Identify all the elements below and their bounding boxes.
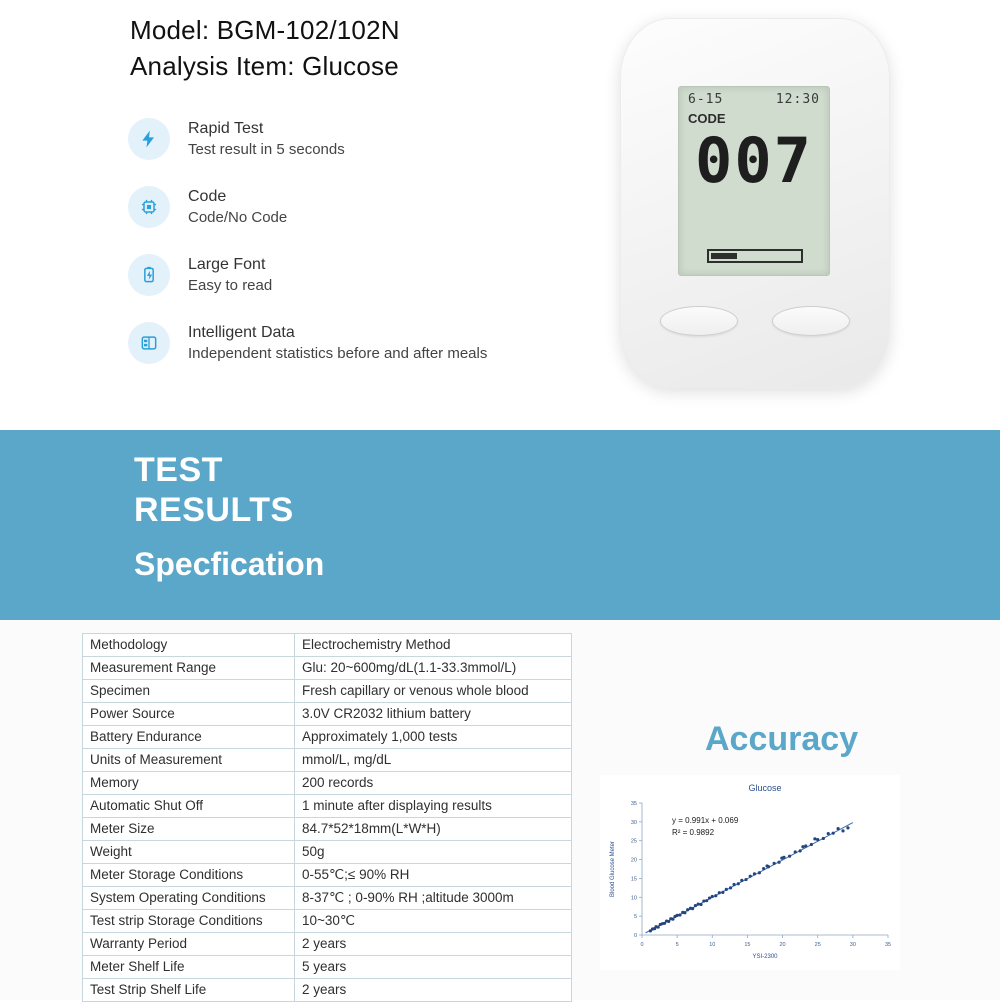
banner-text: [134, 450, 324, 586]
svg-text:5: 5: [633, 914, 637, 921]
spec-key: Automatic Shut Off: [83, 795, 295, 818]
table-row: [83, 680, 572, 703]
spec-value: 200 records: [295, 772, 572, 795]
analysis-item-value: Glucose: [302, 51, 399, 81]
device-button-row: [660, 306, 850, 336]
accuracy-heading: Accuracy: [705, 720, 859, 758]
lcd-code-label: CODE: [688, 111, 726, 126]
feature-title: Code: [188, 188, 227, 205]
spec-value: Fresh capillary or venous whole blood: [295, 680, 572, 703]
analysis-item-line: [130, 48, 400, 84]
spec-value: 10~30℃: [295, 910, 572, 933]
svg-text:10: 10: [709, 942, 716, 948]
svg-text:15: 15: [630, 876, 637, 883]
svg-text:0: 0: [640, 942, 644, 948]
lcd-time: 12:30: [775, 92, 820, 107]
table-row: [83, 795, 572, 818]
feature-item: [128, 322, 598, 364]
specification-table: [82, 633, 572, 1002]
spec-key: Memory: [83, 772, 295, 795]
banner-line-1: TEST: [134, 451, 223, 489]
svg-text:YSI-2300: YSI-2300: [752, 954, 778, 960]
spec-key: Meter Storage Conditions: [83, 864, 295, 887]
specification-table-wrapper: [82, 633, 572, 1002]
spec-value: 8-37℃ ; 0-90% RH ;altitude 3000m: [295, 887, 572, 910]
table-row: [83, 772, 572, 795]
spec-value: Approximately 1,000 tests: [295, 726, 572, 749]
test-results-banner: [0, 430, 1000, 620]
feature-text: [188, 322, 487, 364]
feature-desc: Easy to read: [188, 277, 273, 294]
feature-list: [128, 118, 598, 390]
table-row: [83, 933, 572, 956]
feature-desc: Test result in 5 seconds: [188, 141, 345, 158]
feature-item: [128, 254, 598, 296]
table-row: [83, 818, 572, 841]
spec-key: Test Strip Shelf Life: [83, 979, 295, 1002]
lcd-reading: 007: [695, 124, 813, 197]
spec-value: 2 years: [295, 979, 572, 1002]
accuracy-scatter-chart: [600, 775, 900, 970]
spec-value: 1 minute after displaying results: [295, 795, 572, 818]
feature-text: [188, 254, 272, 296]
chip-icon: [128, 186, 170, 228]
table-row: [83, 726, 572, 749]
spec-value: Electrochemistry Method: [295, 634, 572, 657]
model-value: BGM-102/102N: [216, 15, 400, 45]
spec-key: Meter Size: [83, 818, 295, 841]
feature-title: Rapid Test: [188, 120, 264, 137]
battery-font-icon: [128, 254, 170, 296]
spec-key: Measurement Range: [83, 657, 295, 680]
svg-text:5: 5: [675, 942, 679, 948]
table-row: [83, 910, 572, 933]
feature-title: Intelligent Data: [188, 324, 295, 341]
top-section: [0, 0, 1000, 430]
spec-value: 3.0V CR2032 lithium battery: [295, 703, 572, 726]
svg-text:30: 30: [849, 942, 856, 948]
feature-text: [188, 186, 287, 228]
title-block: [130, 12, 400, 84]
feature-title: Large Font: [188, 256, 266, 273]
bolt-icon: [128, 118, 170, 160]
table-row: [83, 657, 572, 680]
spec-key: Units of Measurement: [83, 749, 295, 772]
feature-item: [128, 186, 598, 228]
spec-value: mmol/L, mg/dL: [295, 749, 572, 772]
banner-line-2: RESULTS: [134, 491, 294, 529]
spec-key: Battery Endurance: [83, 726, 295, 749]
svg-text:R² = 0.9892: R² = 0.9892: [672, 828, 715, 837]
svg-text:25: 25: [814, 942, 821, 948]
svg-text:35: 35: [884, 942, 892, 948]
spec-key: System Operating Conditions: [83, 887, 295, 910]
svg-text:Glucose: Glucose: [748, 783, 782, 793]
spec-key: Meter Shelf Life: [83, 956, 295, 979]
svg-text:30: 30: [630, 819, 637, 826]
spec-key: Power Source: [83, 703, 295, 726]
specification-table-body: [83, 634, 572, 1002]
svg-text:20: 20: [630, 857, 637, 864]
lcd-top-row: [679, 87, 829, 107]
svg-text:y = 0.991x + 0.069: y = 0.991x + 0.069: [672, 816, 739, 825]
device-button-right[interactable]: [772, 306, 850, 336]
spec-value: 5 years: [295, 956, 572, 979]
table-row: [83, 956, 572, 979]
table-row: [83, 841, 572, 864]
banner-line-3: Specfication: [134, 546, 325, 582]
glucose-meter-device: [620, 18, 890, 388]
svg-text:15: 15: [744, 942, 751, 948]
spec-value: 2 years: [295, 933, 572, 956]
model-label: Model:: [130, 15, 210, 45]
spec-key: Warranty Period: [83, 933, 295, 956]
table-row: [83, 634, 572, 657]
lower-section: [0, 620, 1000, 1000]
spec-value: Glu: 20~600mg/dL(1.1-33.3mmol/L): [295, 657, 572, 680]
spec-key: Methodology: [83, 634, 295, 657]
spec-value: 50g: [295, 841, 572, 864]
lcd-date: 6-15: [688, 92, 724, 107]
data-panel-icon: [128, 322, 170, 364]
table-row: [83, 749, 572, 772]
svg-text:20: 20: [779, 942, 786, 948]
table-row: [83, 864, 572, 887]
spec-value: 84.7*52*18mm(L*W*H): [295, 818, 572, 841]
device-button-left[interactable]: [660, 306, 738, 336]
spec-key: Specimen: [83, 680, 295, 703]
svg-text:25: 25: [630, 838, 637, 845]
svg-text:10: 10: [630, 895, 637, 902]
svg-text:35: 35: [630, 801, 637, 807]
spec-value: 0-55℃;≤ 90% RH: [295, 864, 572, 887]
svg-text:Blood Glucose Meter: Blood Glucose Meter: [610, 840, 616, 898]
accuracy-chart-svg: [600, 775, 900, 970]
table-row: [83, 703, 572, 726]
spec-key: Weight: [83, 841, 295, 864]
feature-desc: Independent statistics before and after meals: [188, 345, 488, 362]
table-row: [83, 979, 572, 1002]
lcd-battery-indicator: [707, 249, 803, 263]
model-line: [130, 12, 400, 48]
feature-item: [128, 118, 598, 160]
device-lcd-screen: [678, 86, 830, 276]
feature-text: [188, 118, 345, 160]
table-row: [83, 887, 572, 910]
svg-text:0: 0: [633, 933, 637, 939]
analysis-item-label: Analysis Item:: [130, 51, 295, 81]
feature-desc: Code/No Code: [188, 209, 288, 226]
spec-key: Test strip Storage Conditions: [83, 910, 295, 933]
